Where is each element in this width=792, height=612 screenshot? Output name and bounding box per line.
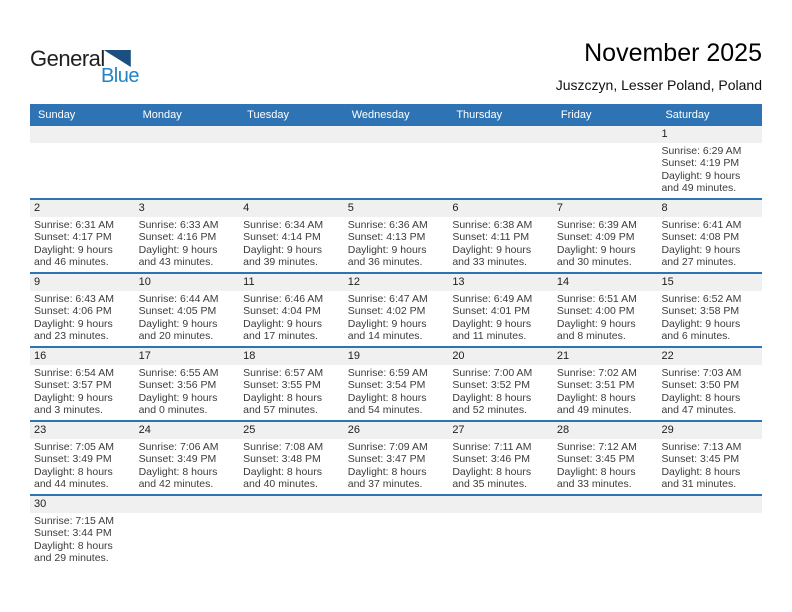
day-cell [553,200,658,272]
daylight-text-line1: Daylight: 9 hours [661,243,741,256]
day-number: 7 [553,200,658,217]
daylight-text-line2: and 43 minutes. [138,255,214,268]
daylight-text-line2: and 35 minutes. [452,477,528,490]
daylight-text-line2: and 17 minutes. [243,329,318,342]
day-number: 8 [657,200,762,217]
day-cell [657,348,762,420]
daylight-text-line1: Daylight: 8 hours [34,539,113,552]
sunset-text: Sunset: 4:14 PM [243,231,321,244]
weekday-header-monday: Monday [142,109,182,121]
day-cell [239,200,344,272]
daylight-text-line2: and 46 minutes. [34,255,109,268]
day-cell [135,422,240,494]
daylight-text-line2: and 39 minutes. [243,255,318,268]
day-number: 3 [135,200,240,217]
sunset-text: Sunset: 3:45 PM [556,453,635,466]
week-row [30,200,762,274]
day-cell [657,126,762,198]
day-cell [30,274,135,346]
sunset-text: Sunset: 4:16 PM [138,231,217,244]
daylight-text-line2: and 54 minutes. [347,403,423,416]
day-number [657,496,762,513]
empty-day-cell [448,126,553,198]
day-number: 29 [657,422,762,439]
daylight-text-line2: and 33 minutes. [556,477,632,490]
daylight-text-line2: and 57 minutes. [243,403,318,416]
daylight-text-line1: Daylight: 8 hours [452,391,532,404]
daylight-text-line2: and 14 minutes. [347,329,423,342]
day-number: 5 [344,200,449,217]
day-number: 10 [135,274,240,291]
day-number [553,126,658,143]
daylight-text-line2: and 6 minutes. [661,329,731,342]
week-row [30,348,762,422]
sunrise-text: Sunrise: 6:54 AM [34,367,114,379]
sunrise-text: Sunrise: 6:43 AM [34,293,114,305]
day-number: 30 [30,496,135,513]
daylight-text-line2: and 8 minutes. [556,329,626,342]
empty-day-cell [135,126,240,198]
day-number: 2 [30,200,135,217]
daylight-text-line1: Daylight: 9 hours [556,317,636,330]
empty-day-cell [344,496,449,570]
sunset-text: Sunset: 3:47 PM [347,453,426,466]
sunrise-text: Sunrise: 6:36 AM [347,219,428,231]
day-number: 14 [553,274,658,291]
sunset-text: Sunset: 3:48 PM [243,453,321,466]
daylight-text-line1: Daylight: 9 hours [556,243,636,256]
day-number: 13 [448,274,553,291]
daylight-text-line2: and 11 minutes. [452,329,527,342]
sunset-text: Sunset: 3:50 PM [661,379,740,392]
daylight-text-line1: Daylight: 8 hours [243,465,322,478]
empty-day-cell [344,126,449,198]
daylight-text-line1: Daylight: 9 hours [347,243,427,256]
sunset-text: Sunset: 3:46 PM [452,453,530,466]
day-cell [135,200,240,272]
day-cell [135,348,240,420]
day-number: 18 [239,348,344,365]
general-blue-logo [30,48,140,88]
day-number: 11 [239,274,344,291]
sunset-text: Sunset: 4:00 PM [556,305,635,318]
logo-text-blue: Blue [100,65,139,87]
daylight-text-line1: Daylight: 8 hours [34,465,113,478]
weekday-header-row [30,104,762,126]
week-row [30,496,762,570]
sunset-text: Sunset: 3:51 PM [556,379,635,392]
empty-day-cell [239,126,344,198]
sunrise-text: Sunrise: 6:49 AM [452,293,533,305]
day-cell [448,348,553,420]
daylight-text-line1: Daylight: 9 hours [138,391,218,404]
sunset-text: Sunset: 3:44 PM [34,527,112,540]
day-cell [553,274,658,346]
daylight-text-line1: Daylight: 9 hours [243,317,322,330]
sunset-text: Sunset: 4:09 PM [556,231,635,244]
day-cell [553,348,658,420]
sunrise-text: Sunrise: 7:08 AM [243,441,324,453]
week-row [30,422,762,496]
daylight-text-line2: and 20 minutes. [138,329,214,342]
sunrise-text: Sunrise: 6:55 AM [138,367,219,379]
empty-day-cell [30,126,135,198]
sunset-text: Sunset: 4:06 PM [34,305,112,318]
day-cell [448,274,553,346]
sunrise-text: Sunrise: 6:39 AM [556,219,637,231]
sunrise-text: Sunrise: 7:05 AM [34,441,114,453]
sunrise-text: Sunrise: 6:41 AM [661,219,742,231]
sunset-text: Sunset: 3:56 PM [138,379,217,392]
sunset-text: Sunset: 4:04 PM [243,305,321,318]
daylight-text-line2: and 3 minutes. [34,403,103,416]
sunset-text: Sunset: 4:13 PM [347,231,426,244]
day-number: 23 [30,422,135,439]
sunset-text: Sunset: 4:01 PM [452,305,530,318]
daylight-text-line1: Daylight: 8 hours [347,391,427,404]
day-number [135,126,240,143]
sunset-text: Sunset: 4:11 PM [452,231,530,244]
daylight-text-line1: Daylight: 9 hours [34,391,113,404]
daylight-text-line1: Daylight: 8 hours [556,465,636,478]
daylight-text-line1: Daylight: 9 hours [34,317,113,330]
sunrise-text: Sunrise: 6:33 AM [138,219,219,231]
day-number [553,496,658,513]
day-number: 27 [448,422,553,439]
sunset-text: Sunset: 4:08 PM [661,231,740,244]
daylight-text-line1: Daylight: 8 hours [243,391,322,404]
sunset-text: Sunset: 4:17 PM [34,231,112,244]
sunset-text: Sunset: 4:05 PM [138,305,217,318]
daylight-text-line2: and 27 minutes. [661,255,737,268]
sunset-text: Sunset: 3:49 PM [138,453,217,466]
day-cell [30,200,135,272]
day-cell [657,422,762,494]
sunrise-text: Sunrise: 7:03 AM [661,367,742,379]
day-cell [344,422,449,494]
daylight-text-line1: Daylight: 8 hours [452,465,532,478]
daylight-text-line2: and 23 minutes. [34,329,109,342]
day-cell [448,422,553,494]
empty-day-cell [135,496,240,570]
day-number: 17 [135,348,240,365]
day-number [448,496,553,513]
day-number [30,126,135,143]
sunrise-text: Sunrise: 6:31 AM [34,219,114,231]
sunrise-text: Sunrise: 7:00 AM [452,367,533,379]
daylight-text-line1: Daylight: 9 hours [452,317,532,330]
daylight-text-line2: and 40 minutes. [243,477,318,490]
daylight-text-line2: and 44 minutes. [34,477,109,490]
day-number: 1 [657,126,762,143]
weekday-header-saturday: Saturday [665,109,710,121]
day-number: 9 [30,274,135,291]
daylight-text-line2: and 42 minutes. [138,477,214,490]
day-number: 26 [344,422,449,439]
daylight-text-line1: Daylight: 8 hours [556,391,636,404]
day-number: 12 [344,274,449,291]
day-number: 19 [344,348,449,365]
daylight-text-line1: Daylight: 9 hours [661,169,741,182]
day-number [239,496,344,513]
sunset-text: Sunset: 3:58 PM [661,305,740,318]
page-subtitle: Juszczyn, Lesser Poland, Poland [555,77,762,93]
month-calendar [30,104,762,570]
sunrise-text: Sunrise: 7:15 AM [34,515,114,527]
daylight-text-line2: and 37 minutes. [347,477,423,490]
day-cell [30,348,135,420]
daylight-text-line2: and 29 minutes. [34,551,109,564]
weekday-header-wednesday: Wednesday [351,109,410,121]
daylight-text-line2: and 33 minutes. [452,255,528,268]
page-header [30,38,762,98]
day-number: 4 [239,200,344,217]
sunrise-text: Sunrise: 6:46 AM [243,293,324,305]
sunrise-text: Sunrise: 7:11 AM [452,441,532,453]
daylight-text-line1: Daylight: 9 hours [138,317,218,330]
sunset-text: Sunset: 3:49 PM [34,453,112,466]
day-number: 20 [448,348,553,365]
empty-day-cell [553,126,658,198]
sunrise-text: Sunrise: 6:59 AM [347,367,428,379]
daylight-text-line2: and 36 minutes. [347,255,423,268]
day-cell [553,422,658,494]
daylight-text-line1: Daylight: 9 hours [138,243,218,256]
daylight-text-line1: Daylight: 9 hours [34,243,113,256]
sunrise-text: Sunrise: 7:02 AM [556,367,637,379]
weekday-header-sunday: Sunday [38,109,76,121]
day-cell [239,422,344,494]
daylight-text-line1: Daylight: 8 hours [138,465,218,478]
sunrise-text: Sunrise: 7:13 AM [661,441,742,453]
daylight-text-line1: Daylight: 9 hours [243,243,322,256]
day-cell [344,348,449,420]
sunrise-text: Sunrise: 6:29 AM [661,145,742,157]
day-cell [657,274,762,346]
day-number: 25 [239,422,344,439]
day-cell [239,274,344,346]
daylight-text-line2: and 0 minutes. [138,403,208,416]
sunset-text: Sunset: 4:19 PM [661,157,740,170]
logo-text-general: General [30,46,105,71]
daylight-text-line1: Daylight: 9 hours [347,317,427,330]
week-row [30,274,762,348]
day-number: 21 [553,348,658,365]
day-number: 15 [657,274,762,291]
sunrise-text: Sunrise: 6:51 AM [556,293,637,305]
day-number: 28 [553,422,658,439]
day-number [239,126,344,143]
daylight-text-line2: and 31 minutes. [661,477,737,490]
weekday-header-tuesday: Tuesday [247,109,289,121]
sunset-text: Sunset: 4:02 PM [347,305,426,318]
daylight-text-line2: and 52 minutes. [452,403,528,416]
daylight-text-line2: and 47 minutes. [661,403,737,416]
daylight-text-line1: Daylight: 9 hours [661,317,741,330]
day-cell [344,200,449,272]
sunrise-text: Sunrise: 6:57 AM [243,367,324,379]
sunrise-text: Sunrise: 6:47 AM [347,293,428,305]
sunrise-text: Sunrise: 6:34 AM [243,219,324,231]
day-number [344,126,449,143]
daylight-text-line2: and 30 minutes. [556,255,632,268]
daylight-text-line2: and 49 minutes. [556,403,632,416]
day-cell [135,274,240,346]
empty-day-cell [448,496,553,570]
day-cell [30,422,135,494]
day-cell [657,200,762,272]
sunset-text: Sunset: 3:52 PM [452,379,530,392]
page-title: November 2025 [584,39,762,67]
daylight-text-line2: and 49 minutes. [661,181,737,194]
sunrise-text: Sunrise: 7:09 AM [347,441,428,453]
sunrise-text: Sunrise: 7:12 AM [556,441,637,453]
weekday-header-thursday: Thursday [456,109,503,121]
day-number: 24 [135,422,240,439]
week-row [30,126,762,200]
sunrise-text: Sunrise: 6:38 AM [452,219,533,231]
sunset-text: Sunset: 3:57 PM [34,379,112,392]
day-number [135,496,240,513]
day-number: 22 [657,348,762,365]
empty-day-cell [657,496,762,570]
day-cell [30,496,135,570]
day-cell [239,348,344,420]
empty-day-cell [553,496,658,570]
sunrise-text: Sunrise: 6:44 AM [138,293,219,305]
sunrise-text: Sunrise: 7:06 AM [138,441,219,453]
daylight-text-line1: Daylight: 8 hours [661,465,741,478]
sunset-text: Sunset: 3:45 PM [661,453,740,466]
day-number: 6 [448,200,553,217]
day-number [344,496,449,513]
day-number: 16 [30,348,135,365]
day-number [448,126,553,143]
day-cell [448,200,553,272]
daylight-text-line1: Daylight: 8 hours [347,465,427,478]
empty-day-cell [239,496,344,570]
sunrise-text: Sunrise: 6:52 AM [661,293,742,305]
day-cell [344,274,449,346]
sunset-text: Sunset: 3:55 PM [243,379,321,392]
sunset-text: Sunset: 3:54 PM [347,379,426,392]
weeks-grid [30,126,762,570]
daylight-text-line1: Daylight: 9 hours [452,243,532,256]
daylight-text-line1: Daylight: 8 hours [661,391,741,404]
weekday-header-friday: Friday [560,109,592,121]
